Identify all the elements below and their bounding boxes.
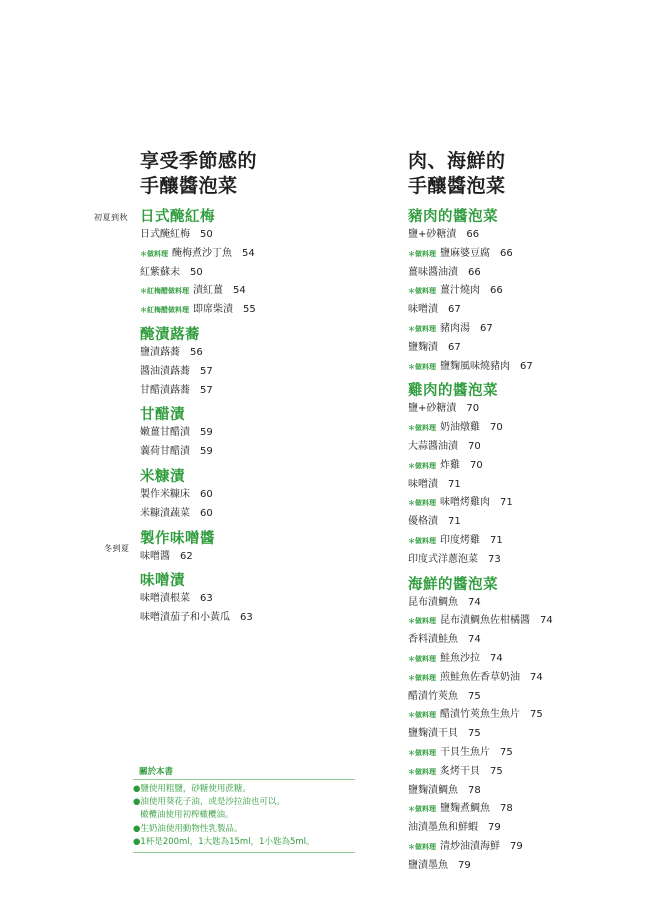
page-number: 71 <box>448 516 461 528</box>
entry-title: 味噌漬 <box>408 478 438 490</box>
recipe-tag: ＊做料理 <box>408 673 436 682</box>
page-number: 78 <box>468 784 481 796</box>
right-title <box>408 149 506 199</box>
entry-title: 醋漬竹莢魚 <box>408 690 458 702</box>
entry-title: 醃梅煮沙丁魚 <box>172 247 232 259</box>
recipe-tag: ＊做料理 <box>408 805 436 814</box>
page-number: 73 <box>488 553 501 565</box>
toc-entry <box>140 264 370 283</box>
toc-entry <box>140 505 370 524</box>
page-number: 70 <box>468 440 481 452</box>
page-number: 75 <box>468 728 481 740</box>
entry-title: 煎鮭魚佐香草奶油 <box>440 671 520 683</box>
entry-title: 優格漬 <box>408 516 438 528</box>
toc-entry <box>408 264 648 283</box>
page-number: 70 <box>466 403 480 415</box>
entry-title: 鹽漬蕗蕎 <box>140 346 180 358</box>
season-label-winter: 冬到夏 <box>104 544 130 553</box>
entry-title: 味噌漬茄子和小黃瓜 <box>140 612 230 624</box>
toc-entry <box>408 339 648 358</box>
page-number: 54 <box>233 285 246 297</box>
page-number: 79 <box>510 840 523 852</box>
page-number: 74 <box>490 652 503 664</box>
toc-entry <box>408 706 648 725</box>
toc-entry <box>140 363 370 382</box>
note-line: 橄欖油使用初榨橄欖油。 <box>140 810 234 821</box>
section-heading: 甘醋漬 <box>140 406 185 424</box>
entry-title: 鹽漬墨魚 <box>408 859 448 871</box>
entry-title: 炙烤干貝 <box>440 765 480 777</box>
entry-title: 鹽麴風味燒豬肉 <box>440 360 510 372</box>
entry-title: 日式醃紅梅 <box>140 229 190 240</box>
page-number: 78 <box>500 803 513 815</box>
note-list <box>133 780 355 852</box>
recipe-tag: ＊做料理 <box>408 324 436 333</box>
recipe-tag: ＊做料理 <box>408 424 436 433</box>
page-number: 63 <box>240 612 253 624</box>
entry-title: 紅紫蘇末 <box>140 266 180 278</box>
entry-title: 醋漬竹莢魚生魚片 <box>440 709 520 721</box>
entry-title: 昆布漬鯛魚佐柑橘醬 <box>440 615 530 627</box>
recipe-tag: ＊做料理 <box>140 249 168 258</box>
page-number: 70 <box>490 422 503 434</box>
left-toc <box>140 208 370 628</box>
toc-entry <box>140 245 370 264</box>
toc-entry <box>408 763 648 782</box>
section-heading: 豬肉的醬泡菜 <box>408 208 498 225</box>
recipe-tag: ＊紅梅醋做料理 <box>140 287 189 296</box>
page-number: 66 <box>466 229 480 240</box>
page-number: 71 <box>448 478 461 490</box>
toc-entry <box>408 782 648 801</box>
page-number: 71 <box>490 534 503 546</box>
recipe-tag: ＊做料理 <box>408 711 436 720</box>
recipe-tag: ＊做料理 <box>408 461 436 470</box>
entry-title: 甘醋漬蕗蕎 <box>140 384 190 396</box>
toc-entry <box>140 590 370 609</box>
about-title: 關於本書 <box>139 767 174 777</box>
section-heading: 海鮮的醬泡菜 <box>408 575 498 593</box>
entry-title: 鹽+砂糖漬 <box>408 229 457 240</box>
page-number: 74 <box>468 596 481 608</box>
toc-entry <box>408 857 648 876</box>
toc-entry <box>140 344 370 363</box>
toc-entry <box>408 594 648 613</box>
section-heading: 日式醃紅梅 <box>140 208 215 225</box>
entry-title: 味噌醬 <box>140 550 170 562</box>
entry-title: 奶油燉雞 <box>440 422 480 434</box>
page-number: 60 <box>200 488 213 500</box>
toc-entry <box>140 282 370 301</box>
page-number: 50 <box>200 229 213 240</box>
entry-title: 大蒜醬油漬 <box>408 440 458 452</box>
toc-entry <box>408 838 648 857</box>
toc-entry <box>140 301 370 320</box>
toc-entry <box>140 382 370 401</box>
recipe-tag: ＊做料理 <box>408 536 436 545</box>
toc-entry <box>408 631 648 650</box>
entry-title: 蘘荷甘醋漬 <box>140 446 190 458</box>
page-number: 63 <box>200 593 213 605</box>
entry-title: 嫩薑甘醋漬 <box>140 427 190 439</box>
page-number: 66 <box>500 247 513 259</box>
page-number: 75 <box>468 690 481 702</box>
toc-entry <box>408 551 648 570</box>
page-number: 79 <box>458 859 471 871</box>
page-number: 50 <box>190 266 203 278</box>
page-number: 67 <box>520 360 533 372</box>
page-number: 79 <box>488 822 501 834</box>
toc-entry <box>408 744 648 763</box>
toc-entry <box>140 424 370 443</box>
page-number: 57 <box>200 365 213 377</box>
entry-title: 漬紅薑 <box>193 285 223 297</box>
entry-title: 炸雞 <box>440 459 460 471</box>
entry-title: 味噌漬根菜 <box>140 593 190 605</box>
note-line: ●1杯是200ml，1大匙為15ml，1小匙為5ml。 <box>133 836 315 847</box>
toc-entry <box>408 494 648 513</box>
note-line: ●鹽使用粗鹽，砂糖使用蔗糖。 <box>133 784 251 794</box>
section-heading: 雞肉的醬泡菜 <box>408 382 498 400</box>
toc-entry <box>140 443 370 462</box>
toc-entry <box>140 226 370 245</box>
toc-entry <box>408 457 648 476</box>
note-line: ●油使用葵花子油，或是沙拉油也可以。 <box>133 797 285 808</box>
right-title-line1: 肉、海鮮的 <box>408 150 506 172</box>
toc-entry <box>408 612 648 631</box>
entry-title: 豬肉湯 <box>440 322 470 334</box>
toc-entry <box>408 400 648 419</box>
page-number: 62 <box>180 550 193 562</box>
entry-title: 味噌漬 <box>408 304 438 316</box>
page-number: 66 <box>490 285 503 297</box>
recipe-tag: ＊做料理 <box>408 748 436 757</box>
recipe-tag: ＊做料理 <box>408 499 436 508</box>
entry-title: 鮭魚沙拉 <box>440 652 480 664</box>
page-number: 60 <box>200 507 213 519</box>
toc-entry <box>140 609 370 628</box>
recipe-tag: ＊紅梅醋做料理 <box>140 306 189 315</box>
toc-entry <box>408 819 648 838</box>
left-title-line2: 手釀醬泡菜 <box>140 175 238 197</box>
entry-title: 油漬墨魚和鮮蝦 <box>408 822 478 834</box>
recipe-tag: ＊做料理 <box>408 767 436 776</box>
toc-entry <box>408 476 648 495</box>
toc-entry <box>408 226 648 245</box>
right-title-line2: 手釀醬泡菜 <box>408 175 506 197</box>
toc-entry <box>408 301 648 320</box>
recipe-tag: ＊做料理 <box>408 287 436 296</box>
section-heading: 米糠漬 <box>140 467 185 485</box>
entry-title: 印度烤雞 <box>440 534 480 546</box>
toc-entry <box>140 548 370 567</box>
entry-title: 昆布漬鯛魚 <box>408 596 458 608</box>
entry-title: 醬油漬蕗蕎 <box>140 365 190 377</box>
toc-entry <box>408 358 648 377</box>
left-title-line1: 享受季節感的 <box>140 150 258 172</box>
toc-entry <box>140 486 370 505</box>
season-label-early-summer: 初夏到秋 <box>94 213 128 222</box>
entry-title: 鹽麴漬干貝 <box>408 728 458 740</box>
toc-entry <box>408 438 648 457</box>
entry-title: 鹽麴漬 <box>408 341 438 353</box>
page-number: 74 <box>468 634 481 646</box>
recipe-tag: ＊做料理 <box>408 842 436 851</box>
toc-entry <box>408 513 648 532</box>
entry-title: 米糠漬蔬菜 <box>140 507 190 519</box>
entry-title: 清炒油漬海鮮 <box>440 840 500 852</box>
toc-entry <box>408 669 648 688</box>
page-number: 59 <box>200 446 213 458</box>
page-number: 67 <box>480 322 493 334</box>
page-number: 74 <box>540 615 553 627</box>
page-number: 54 <box>242 247 255 259</box>
page-number: 70 <box>470 459 483 471</box>
right-toc <box>408 208 648 876</box>
section-heading: 醃漬蕗蕎 <box>140 325 200 343</box>
page-number: 67 <box>448 341 461 353</box>
toc-entry <box>408 245 648 264</box>
toc-entry <box>408 800 648 819</box>
entry-title: 鹽麴漬鯛魚 <box>408 784 458 796</box>
toc-entry <box>408 650 648 669</box>
page-number: 59 <box>200 427 213 439</box>
entry-title: 即席柴漬 <box>193 304 233 316</box>
entry-title: 製作米糠床 <box>140 488 190 500</box>
toc-entry <box>408 419 648 438</box>
page-number: 75 <box>490 765 503 777</box>
entry-title: 味噌烤雞肉 <box>440 497 490 509</box>
entry-title: 鹽麻婆豆腐 <box>440 247 490 259</box>
toc-entry <box>408 725 648 744</box>
page-number: 57 <box>200 384 213 396</box>
recipe-tag: ＊做料理 <box>408 617 436 626</box>
page-number: 75 <box>500 746 513 758</box>
recipe-tag: ＊做料理 <box>408 362 436 371</box>
toc-entry <box>408 688 648 707</box>
about-this-book <box>133 765 355 853</box>
page-number: 67 <box>448 304 461 316</box>
toc-entry <box>408 532 648 551</box>
page-number: 74 <box>530 671 543 683</box>
recipe-tag: ＊做料理 <box>408 654 436 663</box>
note-line: ●生奶油使用動物性乳製品。 <box>133 823 243 834</box>
entry-title: 鹽+砂糖漬 <box>408 403 457 415</box>
entry-title: 干貝生魚片 <box>440 746 490 758</box>
entry-title: 薑味醬油漬 <box>408 266 458 278</box>
page-number: 55 <box>243 304 256 316</box>
toc-entry <box>408 320 648 339</box>
page-number: 71 <box>500 497 513 509</box>
page-number: 75 <box>530 709 543 721</box>
note-divider-bottom <box>133 852 355 853</box>
entry-title: 香料漬鮭魚 <box>408 634 458 646</box>
entry-title: 鹽麴煮鯛魚 <box>440 803 490 815</box>
toc-entry <box>408 282 648 301</box>
section-heading: 味噌漬 <box>140 572 185 590</box>
page-number: 56 <box>190 346 203 358</box>
entry-title: 印度式洋蔥泡菜 <box>408 553 478 565</box>
left-title <box>140 149 257 199</box>
recipe-tag: ＊做料理 <box>408 249 436 258</box>
page-number: 66 <box>468 266 481 278</box>
section-heading: 製作味噌醬 <box>140 529 215 547</box>
entry-title: 薑汁燒肉 <box>440 285 480 297</box>
